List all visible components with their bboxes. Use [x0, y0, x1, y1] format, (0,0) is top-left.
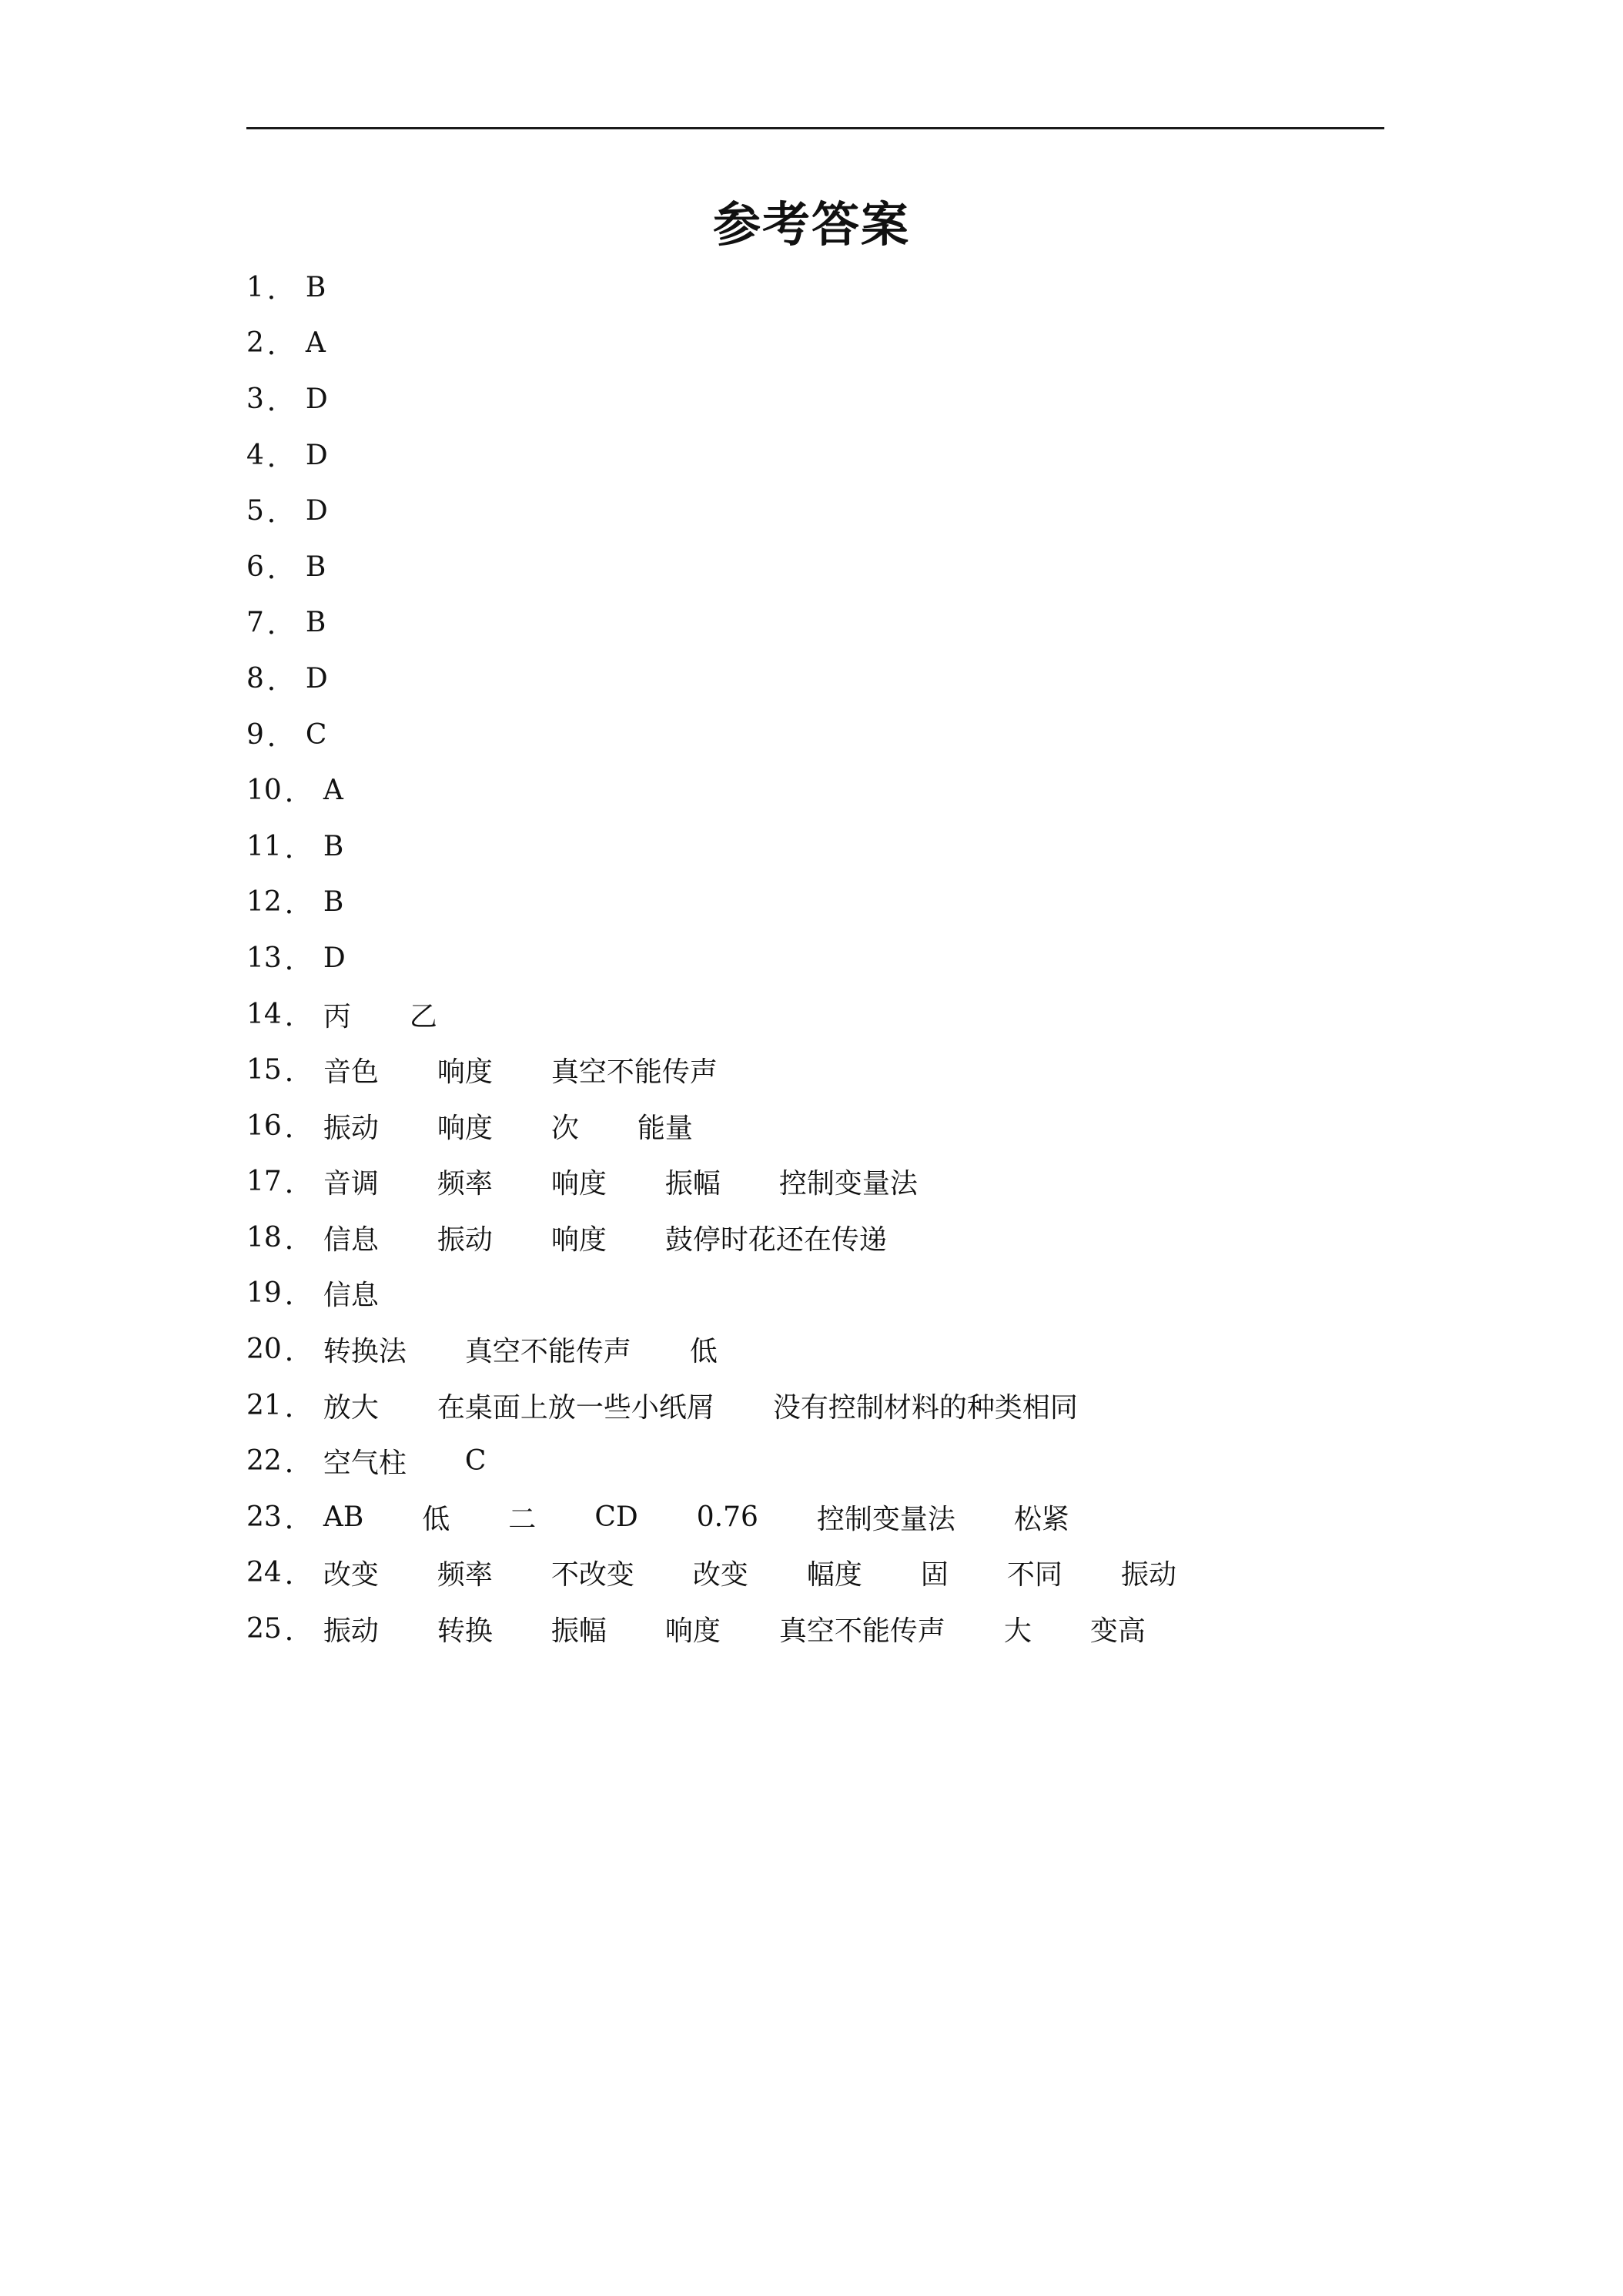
answer-item: D [305, 495, 328, 527]
answer-item: 没有控制材料的种类相同 [772, 1391, 1078, 1424]
answer-item: B [323, 830, 344, 862]
answer-item: 低 [422, 1503, 450, 1535]
answer-number: 9 [246, 718, 264, 751]
answer-row [246, 539, 1384, 595]
answer-separator: ． [284, 1559, 313, 1591]
answer-row [246, 930, 1384, 986]
answer-number: 13 [246, 942, 282, 974]
answer-number: 25 [246, 1613, 282, 1645]
answer-item: 真空不能传声 [464, 1336, 631, 1368]
answer-number: 6 [246, 551, 264, 583]
answer-item: 振动 [437, 1223, 493, 1256]
answer-separator: ． [284, 1280, 313, 1312]
answer-row [246, 1042, 1384, 1098]
answer-item: 次 [550, 1112, 579, 1144]
answer-list [246, 259, 1384, 1657]
answer-item: 振幅 [550, 1615, 607, 1648]
answer-number: 21 [246, 1389, 282, 1421]
answer-separator: ． [284, 1615, 313, 1648]
answer-separator: ． [284, 1448, 313, 1480]
answer-separator: ． [266, 553, 295, 585]
answer-item: B [305, 551, 326, 583]
answer-separator: ． [266, 330, 295, 362]
answer-number: 15 [246, 1054, 282, 1086]
answer-row [246, 875, 1384, 931]
answer-number: 3 [246, 383, 264, 415]
answer-row [246, 427, 1384, 484]
answer-separator: ． [284, 1336, 313, 1368]
answer-item: 音色 [323, 1056, 379, 1089]
answer-item: 大 [1003, 1615, 1032, 1648]
answer-item: 不改变 [550, 1559, 634, 1591]
answer-item: 不同 [1006, 1559, 1062, 1591]
header-rule [246, 127, 1384, 129]
answer-item: 幅度 [806, 1559, 862, 1591]
answer-number: 12 [246, 886, 282, 919]
answer-row [246, 371, 1384, 427]
answer-number: 17 [246, 1166, 282, 1198]
answer-number: 18 [246, 1221, 282, 1253]
answer-item: 响度 [437, 1056, 493, 1089]
answer-number: 10 [246, 775, 282, 807]
answer-item: 鼓停时花还在传递 [664, 1223, 887, 1256]
answer-item: D [305, 439, 328, 471]
answer-number: 5 [246, 495, 264, 527]
answer-number: 24 [246, 1557, 282, 1589]
answer-item: 控制变量法 [816, 1503, 955, 1535]
answer-item: 改变 [692, 1559, 748, 1591]
answer-item: 响度 [664, 1615, 721, 1648]
answer-item: C [305, 718, 327, 751]
answer-separator: ． [284, 1223, 313, 1256]
answer-separator: ． [284, 1168, 313, 1200]
answer-separator: ． [284, 1112, 313, 1144]
answer-item: AB [323, 1501, 364, 1533]
answer-item: D [305, 383, 328, 415]
answer-item: A [305, 327, 326, 360]
answer-row [246, 986, 1384, 1043]
answer-item: 空气柱 [323, 1448, 407, 1480]
answer-row [246, 595, 1384, 651]
answer-separator: ． [266, 441, 295, 474]
answer-row [246, 1377, 1384, 1434]
answer-number: 2 [246, 327, 264, 360]
answer-separator: ． [266, 609, 295, 641]
answer-separator: ． [266, 721, 295, 753]
answer-separator: ． [266, 664, 295, 697]
answer-row [246, 1321, 1384, 1377]
answer-item: 0.76 [696, 1501, 758, 1533]
answer-separator: ． [284, 944, 313, 976]
answer-number: 4 [246, 439, 264, 471]
answer-item: 频率 [437, 1559, 493, 1591]
answer-item: 振动 [323, 1615, 379, 1648]
answer-row [246, 1545, 1384, 1602]
answer-item: 能量 [637, 1112, 693, 1144]
answer-item: CD [594, 1501, 638, 1533]
answer-item: 在桌面上放一些小纸屑 [437, 1391, 714, 1424]
answer-separator: ． [266, 497, 295, 530]
answer-item: D [305, 662, 328, 694]
answer-number: 22 [246, 1445, 282, 1478]
page-title: 参考答案 [712, 196, 910, 253]
answer-item: 频率 [437, 1168, 493, 1200]
answer-separator: ． [266, 273, 295, 306]
answer-item: 转换 [437, 1615, 493, 1648]
answer-row [246, 762, 1384, 818]
answer-separator: ． [284, 1391, 313, 1424]
answer-row [246, 1433, 1384, 1489]
answer-item: 振动 [1120, 1559, 1176, 1591]
answer-item: 真空不能传声 [778, 1615, 945, 1648]
answer-number: 14 [246, 998, 282, 1030]
answer-item: 低 [689, 1336, 718, 1368]
answer-item: 改变 [323, 1559, 379, 1591]
answer-item: 乙 [409, 1000, 437, 1033]
answer-item: 放大 [323, 1391, 379, 1424]
answer-number: 19 [246, 1277, 282, 1310]
answer-item: 信息 [323, 1223, 379, 1256]
answer-separator: ． [284, 1056, 313, 1089]
answer-row [246, 818, 1384, 875]
answer-item: A [323, 775, 343, 807]
answer-row [246, 1266, 1384, 1322]
answer-item: 音调 [323, 1168, 379, 1200]
answer-row [246, 1098, 1384, 1154]
answer-item: 振幅 [664, 1168, 721, 1200]
answer-number: 7 [246, 607, 264, 639]
answer-row [246, 1489, 1384, 1545]
answer-item: 振动 [323, 1112, 379, 1144]
answer-item: 响度 [550, 1223, 607, 1256]
answer-row [246, 1154, 1384, 1210]
answer-item: B [323, 886, 344, 919]
answer-item: 丙 [323, 1000, 351, 1033]
answer-item: C [464, 1445, 487, 1478]
answer-number: 23 [246, 1501, 282, 1533]
answer-separator: ． [266, 385, 295, 417]
answer-item: B [305, 271, 326, 303]
answer-row [246, 651, 1384, 707]
answer-item: 二 [508, 1503, 537, 1535]
answer-item: 响度 [437, 1112, 493, 1144]
answer-item: 固 [920, 1559, 949, 1591]
answer-row [246, 1210, 1384, 1266]
answer-item: 转换法 [323, 1336, 407, 1368]
answer-item: B [305, 607, 326, 639]
answer-separator: ． [284, 777, 313, 809]
answer-item: 变高 [1089, 1615, 1146, 1648]
answer-item: 松紧 [1013, 1503, 1069, 1535]
answer-separator: ． [284, 1000, 313, 1033]
answer-separator: ． [284, 889, 313, 921]
answer-row [246, 707, 1384, 763]
answer-item: D [323, 942, 346, 974]
answer-number: 11 [246, 830, 282, 862]
answer-number: 8 [246, 662, 264, 694]
answer-row [246, 483, 1384, 539]
answer-row [246, 1601, 1384, 1657]
answer-item: 控制变量法 [778, 1168, 918, 1200]
answer-number: 20 [246, 1334, 282, 1366]
answer-number: 16 [246, 1110, 282, 1142]
answer-number: 1 [246, 271, 264, 303]
answer-row [246, 259, 1384, 316]
answer-separator: ． [284, 832, 313, 865]
answer-row [246, 316, 1384, 372]
answer-item: 响度 [550, 1168, 607, 1200]
answer-item: 信息 [323, 1280, 379, 1312]
answer-separator: ． [284, 1503, 313, 1535]
answer-item: 真空不能传声 [550, 1056, 718, 1089]
